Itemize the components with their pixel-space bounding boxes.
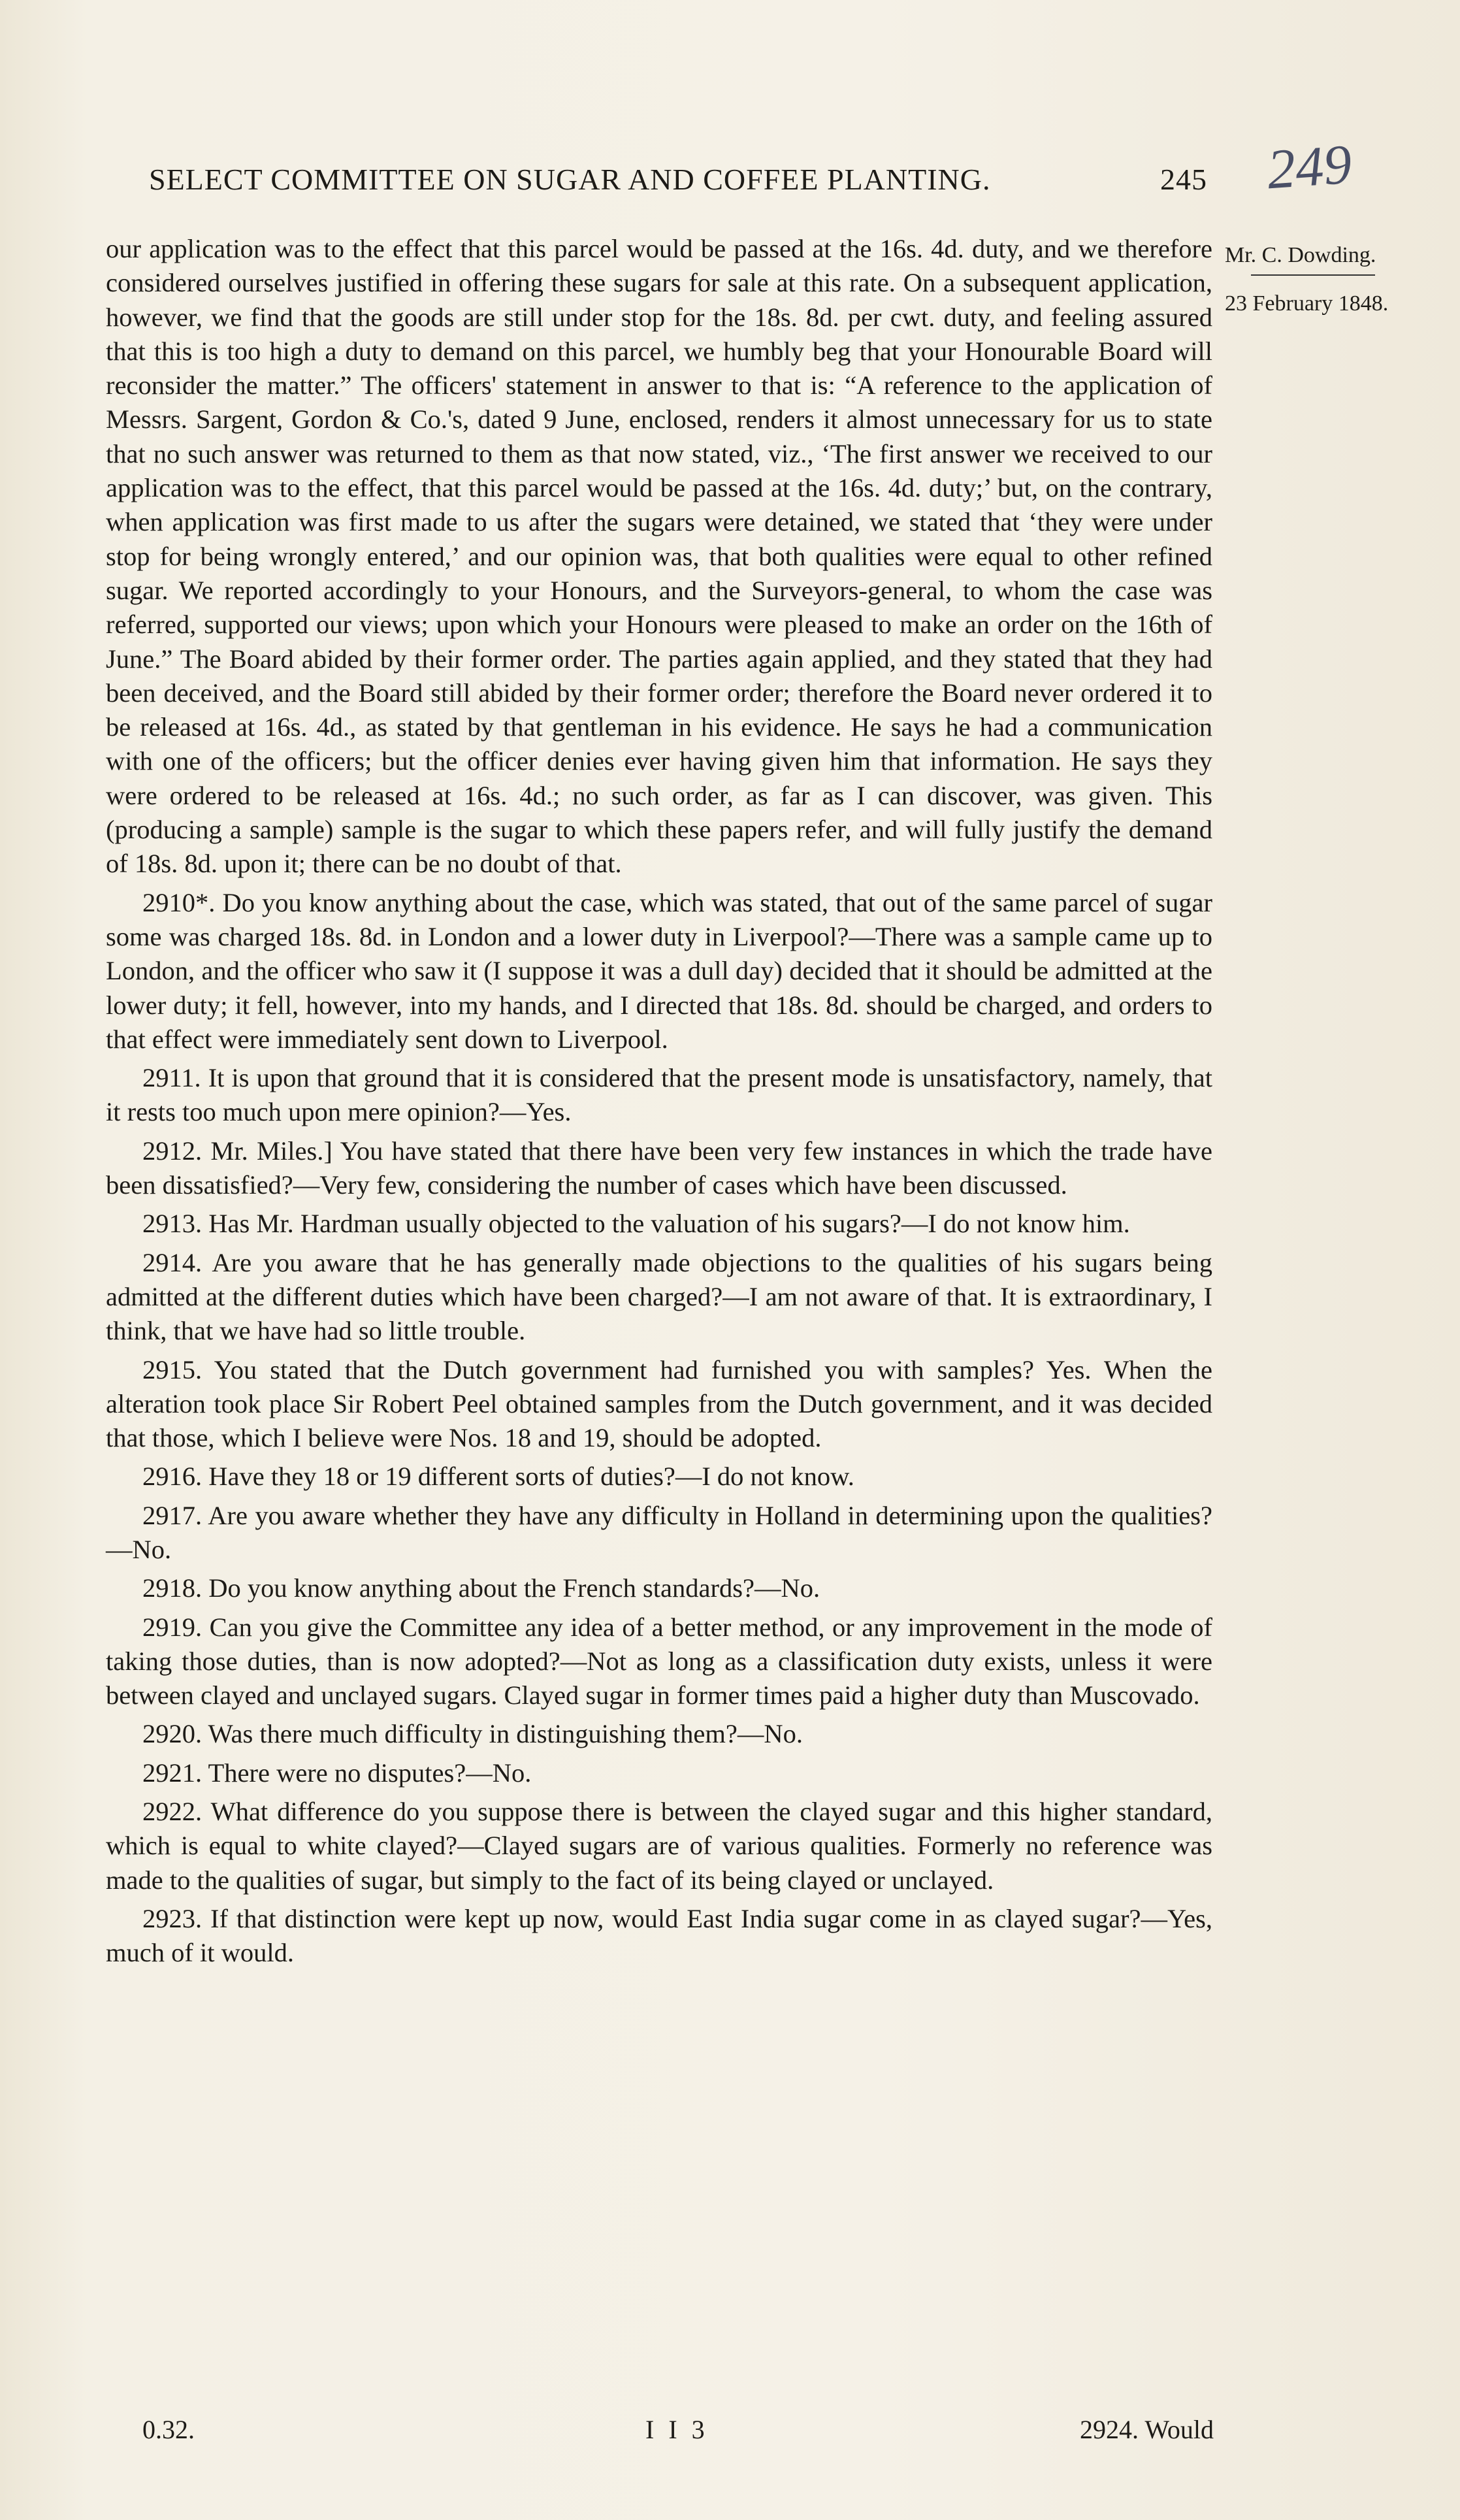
session-date: 23 February 1848.	[1225, 291, 1389, 316]
witness-name: Mr. C. Dowding.	[1225, 243, 1376, 267]
paragraph: 2912. Mr. Miles.] You have stated that there have been very few instances in which the trade have been dissatisfied?—Very few, considering the number of cases which have been discussed.	[106, 1136, 1212, 1200]
paragraph: 2917. Are you aware whether they have any difficulty in Holland in determining upon the qualities?—No.	[106, 1500, 1212, 1564]
paragraph: 2915. You stated that the Dutch government had furnished you with samples? Yes. When the alteration took place Sir Robert Peel obtained samples from the Dutch government, and it was decided that those, which I believe were Nos. 18 and 19, should be adopted.	[106, 1354, 1212, 1453]
footer-signature-mark: I I 3	[645, 2415, 709, 2444]
paragraph: 2913. Has Mr. Hardman usually objected to the valuation of his sugars?—I do not know him.	[142, 1209, 1130, 1239]
paragraph: 2911. It is upon that ground that it is considered that the present mode is unsatisfactory, namely, that it rests too much upon mere opinion?—Yes.	[106, 1063, 1212, 1127]
catchword: 2924. Would	[1080, 2415, 1214, 2444]
handwritten-folio-number: 249	[1265, 132, 1354, 201]
paragraph: 2923. If that distinction were kept up now, would East India sugar come in as clayed sugar?—Yes, much of it would.	[106, 1903, 1212, 1968]
page-number: 245	[1160, 163, 1207, 196]
footer-signature: 0.32.	[142, 2415, 195, 2444]
header-title: SELECT COMMITTEE ON SUGAR AND COFFEE PLANTING.	[149, 163, 991, 196]
paragraph: 2921. There were no disputes?—No.	[142, 1758, 532, 1788]
paragraph: 2920. Was there much difficulty in distinguishing them?—No.	[142, 1719, 803, 1749]
paragraph: 2918. Do you know anything about the French standards?—No.	[142, 1573, 820, 1603]
paragraph: 2919. Can you give the Committee any idea of a better method, or any improvement in the mode of taking those duties, than is now adopted?—Not as long as a classification duty exists, unless it were between clayed and unclayed sugars. Clayed sugar in former times paid a higher duty than Muscovado.	[106, 1612, 1212, 1710]
paragraph: 2922. What difference do you suppose there is between the clayed sugar and this higher standard, which is equal to white clayed?—Clayed sugars are of various qualities. Formerly no reference was made to the qualities of sugar, but simply to the fact of its being clayed or unclayed.	[106, 1797, 1212, 1895]
evidence-text	[106, 232, 1212, 1975]
paragraph: 2914. Are you aware that he has generally made objections to the qualities of his sugars being admitted at the different duties which have been charged?—I am not aware of that. It is extraordinary, I think, that we have had so little trouble.	[106, 1247, 1212, 1346]
margin-rule	[1251, 274, 1375, 276]
margin-note	[1225, 240, 1421, 319]
running-header	[149, 162, 1207, 197]
paragraph: 2916. Have they 18 or 19 different sorts of duties?—I do not know.	[142, 1462, 854, 1492]
paragraph: our application was to the effect that this parcel would be passed at the 16s. 4d. duty, and we therefore considered ourselves justified in offering these sugars for sale at this rate. On a subsequent application, however, we find that the goods are still under stop for the 18s. 8d. per cwt. duty, and feeling assured that this is too high a duty to demand on this parcel, we humbly beg that your Honourable Board will reconsider the matter.” The officers' statement in answer to that is: “A reference to the application of Messrs. Sargent, Gordon & Co.'s, dated 9 June, enclosed, renders it almost unnecessary for us to state that no such answer was returned to them as that now stated, viz., ‘The first answer we received to our application was to the effect, that this parcel would be passed at the 16s. 4d. duty;’ but, on the contrary, when application was first made to us after the sugars were detained, we stated that ‘they were under stop for being wrongly entered,’ and our opinion was, that both qualities were equal to other refined sugar. We reported accordingly to your Honours, and the Surveyors-general, to whom the case was referred, supported our views; upon which your Honours were pleased to make an order on the 16th of June.” The Board abided by their former order. The parties again applied, and they stated that they had been deceived, and the Board still abided by their former order; therefore the Board never ordered it to be released at 16s. 4d., as stated by that gentleman in his evidence. He says he had a communication with one of the officers; but the officer denies ever having given him that information. He says they were ordered to be released at 16s. 4d.; no such order, as far as I can discover, was given. This (producing a sample) sample is the sugar to which these papers refer, and will fully justify the demand of 18s. 8d. upon it; there can be no doubt of that.	[106, 234, 1212, 879]
paragraph: 2910*. Do you know anything about the case, which was stated, that out of the same parcel of sugar some was charged 18s. 8d. in London and a lower duty in Liverpool?—There was a sample came up to London, and the officer who saw it (I suppose it was a dull day) decided that it should be admitted at the lower duty; it fell, however, into my hands, and I directed that 18s. 8d. should be charged, and orders to that effect were immediately sent down to Liverpool.	[106, 887, 1212, 1054]
